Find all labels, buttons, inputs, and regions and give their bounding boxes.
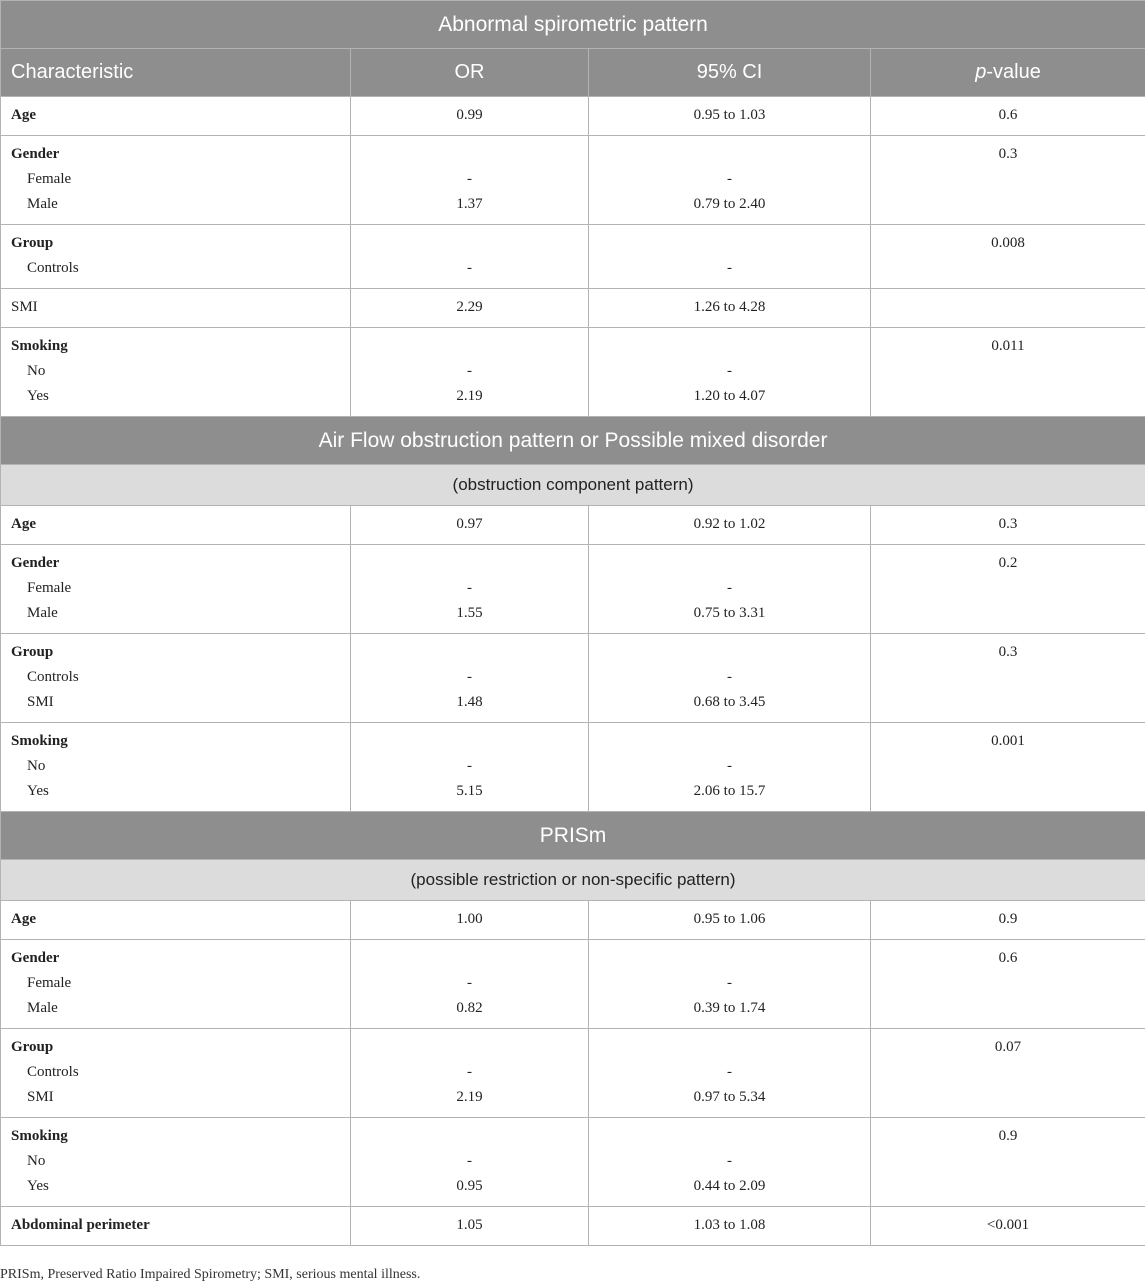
confidence-interval-value xyxy=(589,231,870,256)
table-row xyxy=(1,1118,1145,1207)
cell-content xyxy=(871,1207,1145,1245)
confidence-interval-value: 0.44 to 2.09 xyxy=(693,1178,766,1194)
characteristic-label: No xyxy=(27,1153,46,1169)
characteristic-cell xyxy=(1,940,351,1029)
p-value-cell xyxy=(871,289,1145,328)
cell-content xyxy=(351,225,588,288)
cell-content xyxy=(871,289,1145,327)
p-value-cell xyxy=(871,545,1145,634)
p-value-cell xyxy=(871,136,1145,225)
table-row xyxy=(1,1029,1145,1118)
odds-ratio-value: - xyxy=(467,580,472,596)
characteristic-label: Male xyxy=(27,196,58,212)
odds-ratio-value xyxy=(351,946,588,971)
cell-content xyxy=(351,328,588,416)
p-value: 0.001 xyxy=(991,733,1025,749)
odds-ratio-value: 5.15 xyxy=(456,783,483,799)
cell-content xyxy=(871,506,1145,544)
cell-content xyxy=(589,136,870,224)
confidence-interval-value: 0.79 to 2.40 xyxy=(693,196,766,212)
cell-content xyxy=(871,1029,1145,1117)
cell-content xyxy=(11,901,350,939)
odds-ratio-value xyxy=(351,334,588,359)
column-header-ci: 95% CI xyxy=(589,49,871,97)
characteristic-label: Controls xyxy=(27,260,79,276)
characteristic-label: Smoking xyxy=(11,733,68,749)
characteristic-label: Controls xyxy=(27,669,79,685)
odds-ratio-value: 2.19 xyxy=(456,1089,483,1105)
characteristic-label: Male xyxy=(27,1000,58,1016)
p-value-cell xyxy=(871,940,1145,1029)
cell-content xyxy=(11,506,350,544)
odds-ratio-value: 1.48 xyxy=(456,694,483,710)
characteristic-label: Age xyxy=(11,516,36,532)
characteristic-label: Age xyxy=(11,107,36,123)
cell-content xyxy=(351,901,588,939)
p-value xyxy=(871,665,1145,690)
section-subtitle-row xyxy=(1,465,1145,506)
cell-content xyxy=(351,506,588,544)
column-header-value-suffix: -value xyxy=(986,61,1041,83)
confidence-interval-value: 0.95 to 1.03 xyxy=(693,107,766,123)
confidence-interval-value xyxy=(589,729,870,754)
ci-cell xyxy=(589,1118,871,1207)
p-value-cell xyxy=(871,225,1145,289)
cell-content xyxy=(589,1118,870,1206)
confidence-interval-value: 1.26 to 4.28 xyxy=(693,299,766,315)
characteristic-label: Gender xyxy=(11,555,60,571)
cell-content xyxy=(871,1118,1145,1206)
cell-content xyxy=(589,289,870,327)
column-header-characteristic: Characteristic xyxy=(1,49,351,97)
cell-content xyxy=(589,940,870,1028)
confidence-interval-value: 1.03 to 1.08 xyxy=(693,1217,766,1233)
characteristic-cell xyxy=(1,136,351,225)
p-value: 0.3 xyxy=(998,516,1018,532)
characteristic-label: No xyxy=(27,758,46,774)
characteristic-label: Yes xyxy=(27,388,49,404)
confidence-interval-value: 0.95 to 1.06 xyxy=(693,911,766,927)
section-title: Abnormal spirometric pattern xyxy=(1,1,1145,49)
p-value: 0.07 xyxy=(994,1039,1022,1055)
column-header-or: OR xyxy=(351,49,589,97)
or-cell xyxy=(351,940,589,1029)
confidence-interval-value: - xyxy=(727,758,732,774)
odds-ratio-value: - xyxy=(467,260,472,276)
confidence-interval-value xyxy=(589,946,870,971)
p-value xyxy=(871,384,1145,409)
p-value: 0.6 xyxy=(998,950,1018,966)
p-value: <0.001 xyxy=(986,1217,1030,1233)
cell-content xyxy=(11,289,350,327)
column-header-row xyxy=(1,49,1145,97)
characteristic-label: Female xyxy=(27,975,72,991)
characteristic-label: SMI xyxy=(11,299,38,315)
cell-content xyxy=(589,723,870,811)
table-row xyxy=(1,225,1145,289)
odds-ratio-value: 1.55 xyxy=(456,605,483,621)
cell-content xyxy=(11,1029,350,1117)
p-value: 0.9 xyxy=(998,911,1018,927)
table-row xyxy=(1,1207,1145,1246)
cell-content xyxy=(11,136,350,224)
p-value: 0.008 xyxy=(991,235,1025,251)
characteristic-label: Yes xyxy=(27,783,49,799)
odds-ratio-value xyxy=(351,551,588,576)
characteristic-cell xyxy=(1,545,351,634)
p-value xyxy=(871,971,1145,996)
section-subtitle-row xyxy=(1,860,1145,901)
odds-ratio-value xyxy=(351,1124,588,1149)
table-row xyxy=(1,136,1145,225)
characteristic-label: Smoking xyxy=(11,338,68,354)
cell-content xyxy=(351,289,588,327)
section-title-row xyxy=(1,812,1145,860)
odds-ratio-value: 0.97 xyxy=(456,516,483,532)
cell-content xyxy=(11,1207,350,1245)
characteristic-cell xyxy=(1,901,351,940)
characteristic-label: Gender xyxy=(11,950,60,966)
cell-content xyxy=(589,545,870,633)
confidence-interval-value: - xyxy=(727,580,732,596)
cell-content xyxy=(589,634,870,722)
cell-content xyxy=(871,545,1145,633)
section-title-row xyxy=(1,417,1145,465)
table-row xyxy=(1,328,1145,417)
odds-ratio-value: 0.82 xyxy=(456,1000,483,1016)
confidence-interval-value: 0.97 to 5.34 xyxy=(693,1089,766,1105)
cell-content xyxy=(589,901,870,939)
p-value-cell xyxy=(871,1118,1145,1207)
p-value-cell xyxy=(871,723,1145,812)
cell-content xyxy=(11,97,350,135)
characteristic-cell xyxy=(1,506,351,545)
odds-ratio-value: 2.29 xyxy=(456,299,483,315)
cell-content xyxy=(351,634,588,722)
odds-ratio-value: - xyxy=(467,758,472,774)
p-value: 0.9 xyxy=(998,1128,1018,1144)
table-row xyxy=(1,723,1145,812)
cell-content xyxy=(589,506,870,544)
p-value xyxy=(871,1060,1145,1085)
cell-content xyxy=(351,136,588,224)
table-row xyxy=(1,940,1145,1029)
or-cell xyxy=(351,289,589,328)
odds-ratio-value: - xyxy=(467,1153,472,1169)
cell-content xyxy=(351,723,588,811)
ci-cell xyxy=(589,940,871,1029)
p-value xyxy=(871,996,1145,1021)
cell-content xyxy=(11,940,350,1028)
ci-cell xyxy=(589,328,871,417)
confidence-interval-value xyxy=(589,1124,870,1149)
ci-cell xyxy=(589,901,871,940)
p-value xyxy=(871,359,1145,384)
column-header-p-value xyxy=(871,49,1145,97)
or-cell xyxy=(351,545,589,634)
cell-content xyxy=(871,634,1145,722)
odds-ratio-value: 0.99 xyxy=(456,107,483,123)
confidence-interval-value: - xyxy=(727,1064,732,1080)
characteristic-cell xyxy=(1,723,351,812)
p-value-cell xyxy=(871,506,1145,545)
confidence-interval-value: 0.68 to 3.45 xyxy=(693,694,766,710)
confidence-interval-value: - xyxy=(727,1153,732,1169)
confidence-interval-value: - xyxy=(727,171,732,187)
odds-ratio-value xyxy=(351,231,588,256)
characteristic-label: Age xyxy=(11,911,36,927)
characteristic-label: SMI xyxy=(27,1089,54,1105)
table-footnote: PRISm, Preserved Ratio Impaired Spirometry; SMI, serious mental illness. xyxy=(0,1267,421,1282)
confidence-interval-value: - xyxy=(727,260,732,276)
confidence-interval-value xyxy=(589,551,870,576)
confidence-interval-value: 0.39 to 1.74 xyxy=(693,1000,766,1016)
cell-content xyxy=(589,97,870,135)
confidence-interval-value: 0.92 to 1.02 xyxy=(693,516,766,532)
p-value-cell xyxy=(871,1207,1145,1246)
characteristic-label: Group xyxy=(11,644,54,660)
or-cell xyxy=(351,225,589,289)
or-cell xyxy=(351,136,589,225)
characteristic-label: Gender xyxy=(11,146,60,162)
or-cell xyxy=(351,634,589,723)
ci-cell xyxy=(589,225,871,289)
odds-ratio-value: 0.95 xyxy=(456,1178,483,1194)
confidence-interval-value: 1.20 to 4.07 xyxy=(693,388,766,404)
or-cell xyxy=(351,723,589,812)
odds-ratio-value xyxy=(351,640,588,665)
cell-content xyxy=(351,940,588,1028)
characteristic-label: SMI xyxy=(27,694,54,710)
confidence-interval-value xyxy=(589,142,870,167)
section-subtitle: (possible restriction or non-specific pattern) xyxy=(1,860,1145,901)
results-table-body xyxy=(1,1,1145,1246)
odds-ratio-value: 2.19 xyxy=(456,388,483,404)
characteristic-cell xyxy=(1,1207,351,1246)
or-cell xyxy=(351,1207,589,1246)
confidence-interval-value: 0.75 to 3.31 xyxy=(693,605,766,621)
cell-content xyxy=(351,1207,588,1245)
ci-cell xyxy=(589,1029,871,1118)
or-cell xyxy=(351,97,589,136)
characteristic-label: Yes xyxy=(27,1178,49,1194)
characteristic-cell xyxy=(1,328,351,417)
characteristic-label: Group xyxy=(11,1039,54,1055)
or-cell xyxy=(351,1029,589,1118)
odds-ratio-value: - xyxy=(467,669,472,685)
cell-content xyxy=(871,328,1145,416)
or-cell xyxy=(351,328,589,417)
cell-content xyxy=(11,634,350,722)
cell-content xyxy=(871,901,1145,939)
ci-cell xyxy=(589,97,871,136)
or-cell xyxy=(351,506,589,545)
p-value xyxy=(871,192,1145,217)
cell-content xyxy=(589,328,870,416)
odds-ratio-value: 1.37 xyxy=(456,196,483,212)
section-title-row xyxy=(1,1,1145,49)
characteristic-label: Group xyxy=(11,235,54,251)
characteristic-label: Abdominal perimeter xyxy=(11,1217,150,1233)
characteristic-label: Female xyxy=(27,580,72,596)
table-row xyxy=(1,97,1145,136)
p-value xyxy=(871,754,1145,779)
cell-content xyxy=(11,723,350,811)
cell-content xyxy=(589,1029,870,1117)
table-row xyxy=(1,545,1145,634)
characteristic-label: Male xyxy=(27,605,58,621)
ci-cell xyxy=(589,634,871,723)
cell-content xyxy=(871,940,1145,1028)
column-header-p-letter: p xyxy=(975,61,987,83)
p-value xyxy=(871,601,1145,626)
cell-content xyxy=(11,545,350,633)
characteristic-cell xyxy=(1,97,351,136)
table-row xyxy=(1,901,1145,940)
confidence-interval-value xyxy=(589,640,870,665)
cell-content xyxy=(351,545,588,633)
section-title: PRISm xyxy=(1,812,1145,860)
p-value: 0.2 xyxy=(998,555,1018,571)
table-row xyxy=(1,634,1145,723)
p-value-cell xyxy=(871,97,1145,136)
cell-content xyxy=(11,1118,350,1206)
cell-content xyxy=(871,136,1145,224)
characteristic-label: Female xyxy=(27,171,72,187)
p-value: 0.011 xyxy=(991,338,1025,354)
p-value-cell xyxy=(871,634,1145,723)
ci-cell xyxy=(589,545,871,634)
p-value xyxy=(871,167,1145,192)
p-value xyxy=(871,1149,1145,1174)
odds-ratio-value: 1.00 xyxy=(456,911,483,927)
p-value-cell xyxy=(871,328,1145,417)
p-value: 0.3 xyxy=(998,644,1018,660)
cell-content xyxy=(11,225,350,288)
characteristic-cell xyxy=(1,225,351,289)
cell-content xyxy=(11,328,350,416)
section-subtitle: (obstruction component pattern) xyxy=(1,465,1145,506)
odds-ratio-value xyxy=(351,729,588,754)
cell-content xyxy=(871,97,1145,135)
confidence-interval-value: - xyxy=(727,669,732,685)
p-value: 0.6 xyxy=(998,107,1018,123)
or-cell xyxy=(351,1118,589,1207)
p-value xyxy=(871,779,1145,804)
table-row xyxy=(1,289,1145,328)
characteristic-cell xyxy=(1,289,351,328)
odds-ratio-value xyxy=(351,142,588,167)
cell-content xyxy=(871,723,1145,811)
odds-ratio-value: - xyxy=(467,171,472,187)
table-row xyxy=(1,506,1145,545)
odds-ratio-value: - xyxy=(467,1064,472,1080)
ci-cell xyxy=(589,506,871,545)
ci-cell xyxy=(589,723,871,812)
cell-content xyxy=(351,1118,588,1206)
odds-ratio-value: - xyxy=(467,975,472,991)
section-title: Air Flow obstruction pattern or Possible mixed disorder xyxy=(1,417,1145,465)
p-value xyxy=(871,576,1145,601)
p-value-cell xyxy=(871,901,1145,940)
p-value xyxy=(871,295,1145,320)
characteristic-label: Controls xyxy=(27,1064,79,1080)
p-value-cell xyxy=(871,1029,1145,1118)
p-value xyxy=(871,690,1145,715)
confidence-interval-value xyxy=(589,1035,870,1060)
p-value xyxy=(871,256,1145,281)
confidence-interval-value: - xyxy=(727,363,732,379)
cell-content xyxy=(589,225,870,288)
ci-cell xyxy=(589,136,871,225)
characteristic-cell xyxy=(1,1118,351,1207)
cell-content xyxy=(871,225,1145,288)
ci-cell xyxy=(589,1207,871,1246)
cell-content xyxy=(589,1207,870,1245)
confidence-interval-value xyxy=(589,334,870,359)
confidence-interval-value: - xyxy=(727,975,732,991)
cell-content xyxy=(351,97,588,135)
characteristic-label: Smoking xyxy=(11,1128,68,1144)
confidence-interval-value: 2.06 to 15.7 xyxy=(693,783,766,799)
ci-cell xyxy=(589,289,871,328)
odds-ratio-value: - xyxy=(467,363,472,379)
p-value xyxy=(871,1174,1145,1199)
or-cell xyxy=(351,901,589,940)
p-value: 0.3 xyxy=(998,146,1018,162)
odds-ratio-value xyxy=(351,1035,588,1060)
cell-content xyxy=(351,1029,588,1117)
p-value xyxy=(871,1085,1145,1110)
characteristic-label: No xyxy=(27,363,46,379)
odds-ratio-value: 1.05 xyxy=(456,1217,483,1233)
characteristic-cell xyxy=(1,1029,351,1118)
characteristic-cell xyxy=(1,634,351,723)
